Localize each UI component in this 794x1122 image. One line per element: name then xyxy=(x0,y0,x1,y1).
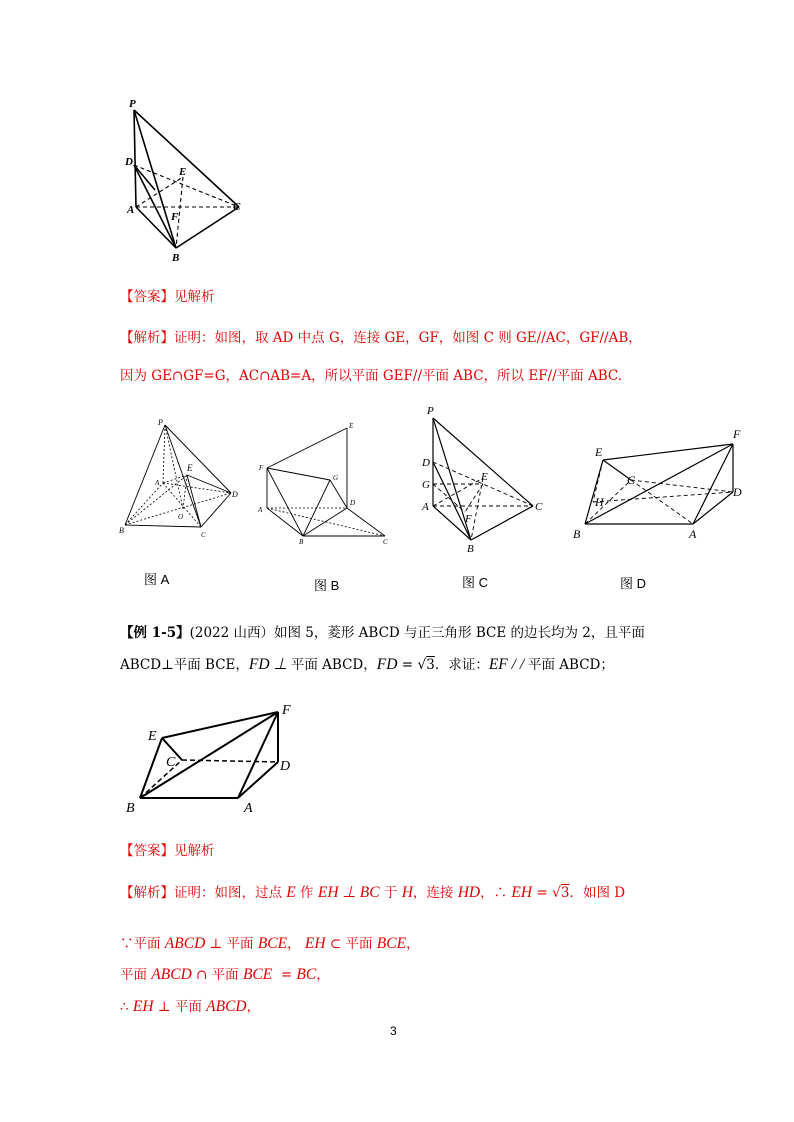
a2-l1-f: ．如图 D xyxy=(569,885,626,901)
fig-d-label-F: F xyxy=(733,427,741,441)
fig-d-label-B: B xyxy=(573,527,581,541)
analysis-1-line-2: 因为 GE∩GF=G，AC∩AB=A，所以平面 GEF//平面 ABC，所以 EF//平面 ABC. xyxy=(120,368,623,384)
fig-c-label-A: A xyxy=(422,501,429,513)
a2-l1-c: 于 xyxy=(379,885,402,901)
a2-l2-e: ， xyxy=(406,936,420,952)
example-perp: ⊥ xyxy=(269,656,291,673)
analysis-2-line-1: 【解析】证明：如图，过点 E 作 EH ⊥ BC 于 H，连接 HD，∴ EH = √3．如图 D xyxy=(120,884,626,901)
answer-1-bracket: 【答案】 xyxy=(120,289,174,305)
figure-5 xyxy=(122,700,302,818)
analysis-1-line-1 xyxy=(120,329,642,347)
a2-l1-sqrt: 3 xyxy=(560,885,570,901)
example-fd-2: FD xyxy=(376,656,398,673)
fig-b-label-A: A xyxy=(258,506,263,514)
label-E: E xyxy=(179,166,187,178)
example-eq: = xyxy=(397,657,418,673)
a2-l1-eh: EH ⊥ BC xyxy=(317,884,380,901)
example-line-1 xyxy=(120,624,645,642)
figure-b xyxy=(255,418,400,548)
label-B: B xyxy=(172,252,180,264)
fig-d-label-C: C xyxy=(627,473,636,487)
figure-c xyxy=(415,400,555,560)
a2-l3-bce: BCE xyxy=(242,966,273,983)
figure-tetrahedron-top xyxy=(115,95,255,265)
fig-a-label-D: D xyxy=(232,490,238,499)
caption-fig-a: 图 A xyxy=(144,572,170,587)
label-D: D xyxy=(125,156,133,168)
a2-l2-bce: BCE xyxy=(257,935,288,952)
analysis-1-text-1: 证明：如图，取 AD 中点 G，连接 GE，GF，如图 C 则 GE//AC，GF//AB， xyxy=(174,330,642,346)
fig-d-label-E: E xyxy=(595,445,603,459)
example-text-1: (2022 山西）如图 5，菱形 ABCD 与正三角形 BCE 的边长均为 2，且平面 xyxy=(189,625,645,641)
fig-b-label-C: C xyxy=(383,538,388,546)
example-l2-d: 平面 ABCD； xyxy=(528,657,614,673)
a2-l1-b: 作 xyxy=(295,885,318,901)
a2-l2-c: ， xyxy=(287,936,305,952)
answer-2-bracket: 【答案】 xyxy=(120,843,174,859)
a2-l3-abcd: ABCD xyxy=(151,966,192,983)
a2-l2-a: ∵平面 xyxy=(120,936,165,952)
fig-b-label-B: B xyxy=(299,538,304,546)
fig5-label-C: C xyxy=(166,755,176,770)
a2-l4-b: ⊥ 平面 xyxy=(153,999,207,1015)
a2-l1-e: E xyxy=(286,884,296,901)
caption-fig-b: 图 B xyxy=(314,578,340,593)
fig-c-label-B: B xyxy=(467,543,474,555)
caption-fig-d: 图 D xyxy=(620,576,647,591)
label-P: P xyxy=(129,98,136,110)
fig5-label-E: E xyxy=(148,729,157,744)
label-C: C xyxy=(233,201,241,213)
a2-l1-e2: ，∴ xyxy=(480,885,512,901)
fig-c-label-G: G xyxy=(422,479,430,491)
answer-1 xyxy=(120,288,215,306)
fig-c-label-D: D xyxy=(422,457,430,469)
analysis-2-line-3 xyxy=(120,966,330,984)
a2-l2-bce2: BCE xyxy=(376,935,407,952)
fig5-label-A: A xyxy=(244,801,253,816)
a2-l3-a: 平面 xyxy=(120,967,152,983)
a2-l4-a: ∴ xyxy=(120,999,133,1015)
a2-l2-b: ⊥ 平面 xyxy=(205,936,258,952)
label-A: A xyxy=(127,204,135,216)
analysis-2-bracket: 【解析】 xyxy=(120,885,174,901)
fig-c-label-F: F xyxy=(465,513,472,525)
a2-l1-eh2: EH xyxy=(511,884,533,901)
a2-l4-c: ， xyxy=(246,999,261,1015)
example-parallel: / / xyxy=(507,656,529,673)
a2-l1-hd: HD xyxy=(457,884,481,901)
a2-l1-a: 证明：如图，过点 xyxy=(174,885,287,901)
fig-c-label-P: P xyxy=(427,405,434,417)
a2-l1-d: ，连接 xyxy=(412,885,458,901)
fig-a-label-E: E xyxy=(187,463,193,473)
fig-b-label-F: F xyxy=(259,464,264,472)
fig-b-label-E: E xyxy=(349,422,354,430)
a2-l3-b: ∩ 平面 xyxy=(191,967,243,983)
a2-l1-eq: = xyxy=(532,885,552,901)
label-F: F xyxy=(171,211,179,223)
example-l2-b: 平面 ABCD， xyxy=(290,657,377,673)
example-ef: EF xyxy=(488,656,508,673)
answer-2-text: 见解析 xyxy=(174,843,215,859)
a2-l4-abcd: ABCD xyxy=(206,998,247,1015)
fig-a-label-O: O xyxy=(178,513,184,521)
example-fd-1: FD xyxy=(248,656,270,673)
figure-d xyxy=(565,420,760,545)
analysis-2-line-4 xyxy=(120,998,260,1016)
fig-c-label-C: C xyxy=(535,501,543,513)
fig-d-label-D: D xyxy=(733,485,742,499)
a2-l2-eh: EH xyxy=(304,935,326,952)
a2-l3-c: = xyxy=(272,967,297,983)
a2-l1-h: H xyxy=(401,884,413,901)
figure-a xyxy=(115,415,245,545)
example-sqrt: 3 xyxy=(426,657,435,673)
example-line-2: ABCD⊥平面 BCE，FD ⊥ 平面 ABCD，FD = √3．求证：EF / / 平面 ABCD； xyxy=(120,656,614,673)
analysis-2-line-2 xyxy=(120,935,420,953)
a2-l3-bc: BC xyxy=(296,966,317,983)
fig5-label-F: F xyxy=(282,703,291,718)
page-number: 3 xyxy=(390,1024,397,1038)
example-l2-c: ．求证： xyxy=(434,657,489,673)
fig-d-label-A: A xyxy=(689,527,697,541)
a2-l3-d: ， xyxy=(316,967,330,983)
example-l2-a: ABCD⊥平面 BCE， xyxy=(120,657,249,673)
fig-b-label-G: G xyxy=(333,474,339,482)
fig-d-label-H: H xyxy=(595,495,604,509)
fig-a-label-P: P xyxy=(158,418,163,427)
answer-1-text: 见解析 xyxy=(174,289,215,305)
a2-l2-d: ⊂ 平面 xyxy=(325,936,377,952)
caption-fig-c: 图 C xyxy=(462,575,489,590)
fig-b-label-D: D xyxy=(350,499,356,507)
fig-a-label-C: C xyxy=(201,531,206,539)
fig5-label-B: B xyxy=(126,801,135,816)
a2-l2-abcd: ABCD xyxy=(164,935,206,952)
fig5-label-D: D xyxy=(280,759,291,774)
a2-l4-eh: EH xyxy=(132,998,154,1015)
fig-a-label-B: B xyxy=(119,526,124,535)
analysis-1-bracket: 【解析】 xyxy=(120,330,174,346)
example-tag: 【例 1-5】 xyxy=(120,625,190,641)
fig-a-label-A: A xyxy=(155,479,160,487)
fig-c-label-E: E xyxy=(481,471,488,483)
answer-2 xyxy=(120,842,215,860)
